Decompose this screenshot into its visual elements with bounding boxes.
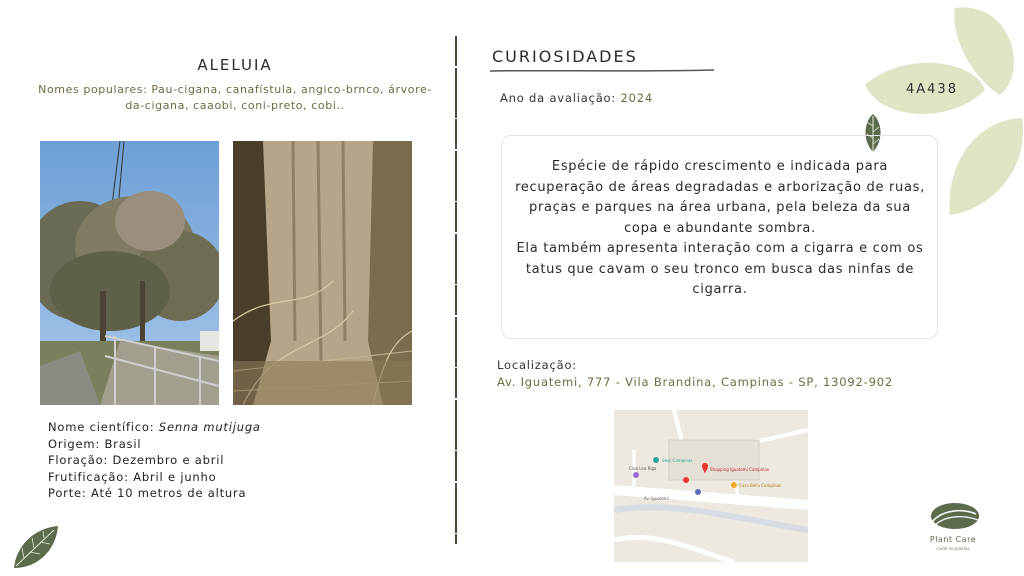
tree-code: 4A438	[906, 82, 958, 97]
brand-name: Plant Care	[929, 535, 977, 544]
year-value: 2024	[620, 91, 653, 105]
year-label: Ano da avaliação:	[500, 91, 621, 105]
heading-underline	[490, 68, 714, 74]
curiosity-paragraph-2: Ela também apresenta interação com a cigarra e com os tatus que cavam o seu tronco em busca das ninfas de cigarra.	[516, 241, 924, 297]
curiosities-heading: CURIOSIDADES	[492, 47, 638, 66]
species-info	[48, 419, 261, 502]
flowering: Floração: Dezembro e abril	[48, 453, 225, 467]
map-poi-3: Shopping Iguatemi Campinas	[710, 467, 769, 472]
popular-names: Nomes populares: Pau-cigana, canafístula, angico-brnco, árvore-da-cigana, caaobi, coni-preto, cobi..	[38, 83, 432, 112]
tree-photo	[40, 141, 219, 405]
species-common-name: ALELUIA	[197, 56, 273, 74]
map-road-label: Av. Iguatemi	[644, 496, 669, 501]
origin: Origem: Brasil	[48, 436, 142, 451]
location-address[interactable]: Av. Iguatemi, 777 - Vila Brandina, Campinas - SP, 13092-902	[497, 375, 893, 389]
evaluation-year	[500, 91, 653, 105]
scientific-name: Senna mutijuga	[158, 420, 261, 434]
curiosities-text	[510, 157, 930, 301]
map-pin-icon	[633, 472, 639, 478]
brand-tagline: cuide de plantas	[936, 546, 970, 551]
location-label: Localização:	[497, 358, 577, 372]
map-poi-2: Club Leo Riga	[629, 466, 657, 471]
column-divider	[454, 36, 458, 544]
plant-care-logo	[918, 500, 988, 555]
bottom-leaf-icon	[10, 522, 62, 572]
size: Porte: Até 10 metros de altura	[48, 486, 247, 500]
fruiting: Frutificação: Abril e junho	[48, 469, 217, 484]
trunk-photo	[233, 141, 412, 405]
map-poi-4: Casa Bella Campinas	[739, 483, 782, 488]
scientific-label: Nome científico:	[48, 420, 159, 434]
location-map[interactable]	[614, 410, 808, 562]
map-pin-icon	[653, 457, 659, 463]
map-poi-1: Sesc Campinas	[662, 458, 693, 463]
scientific-name-row	[48, 419, 261, 436]
curiosity-paragraph-1: Espécie de rápido crescimento e indicada para recuperação de áreas degradadas e arborização de ruas, praças e parques na área urbana, pela beleza da sua copa e abundante sombra.	[515, 159, 925, 236]
